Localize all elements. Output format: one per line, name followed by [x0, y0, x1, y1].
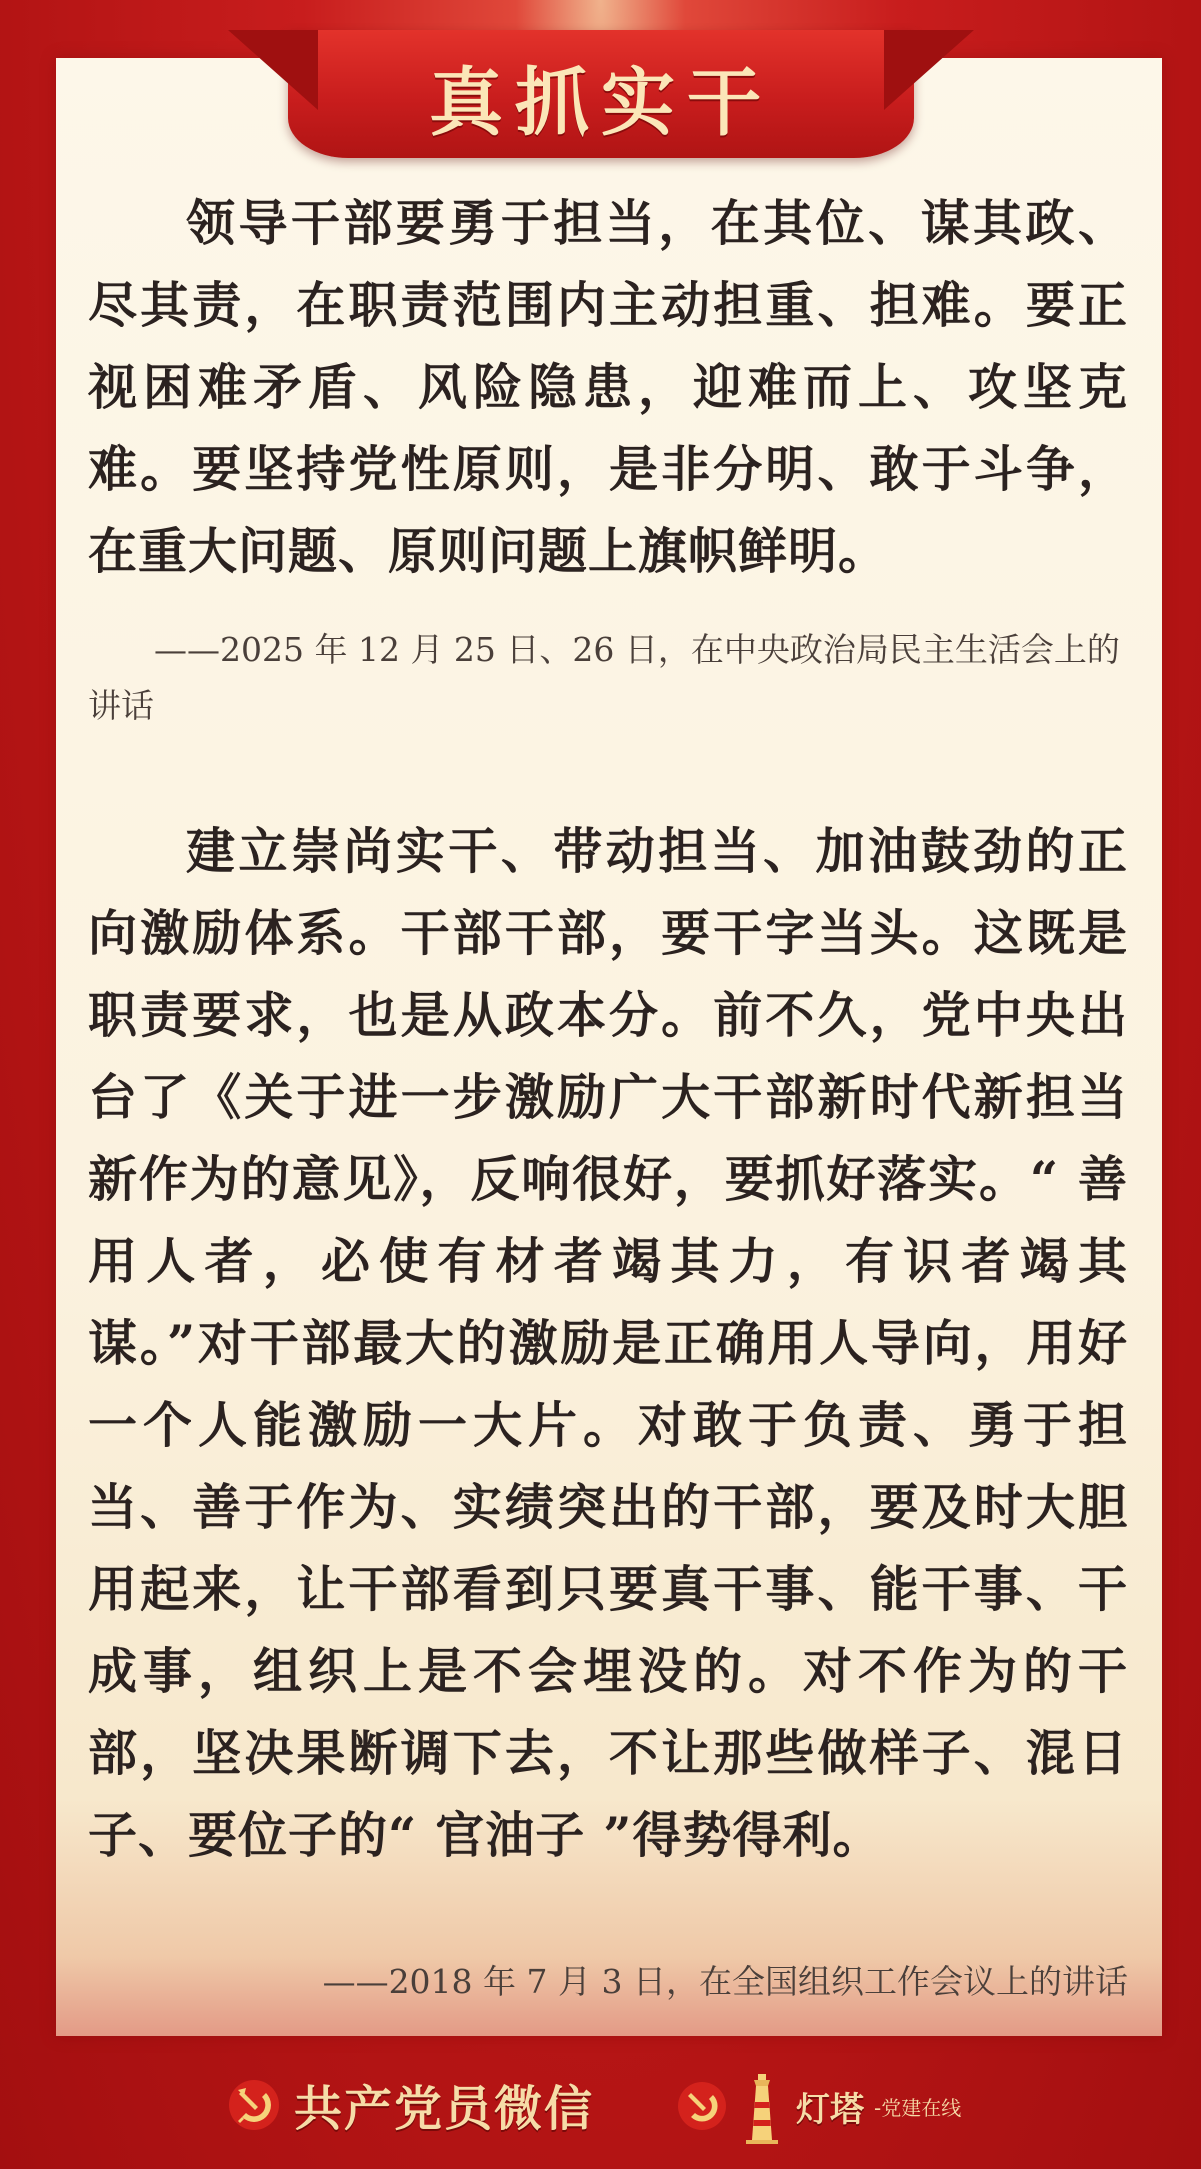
footer-brand-left-text: 共产党员微信: [294, 2081, 595, 2137]
footer: [0, 2040, 1201, 2169]
footer-brand-right-text: 灯塔: [796, 2089, 864, 2130]
lighthouse-icon: [738, 2066, 786, 2146]
footer-brand-left: [228, 2070, 594, 2139]
page-title: 真抓实干: [429, 60, 773, 146]
footer-brand-right: [676, 2066, 961, 2146]
title-banner: [288, 30, 914, 158]
quote-1-source: ——2025 年 12 月 25 日、26 日，在中央政治局民主生活会上的讲话: [88, 630, 1120, 725]
footer-brand-right-subtext: -党建在线: [874, 2095, 962, 2120]
hammer-sickle-small-icon: [676, 2080, 728, 2132]
quote-2-text: 建立崇尚实干、带动担当、加油鼓劲的正向激励体系。干部干部，要干字当头。这既是职责要求，也是从政本分。前不久，党中央出台了《关于进一步激励广大干部新时代新担当新作为的意见》，反响很好，要抓好落实。“ 善用人者，必使有材者竭其力，有识者竭其谋。”对干部最大的激励是正确用人导向，用好一个人能激励一大片。对敢于负责、勇于担当、善于作为、实绩突出的干部，要及时大胆用起来，让干部看到只要真干事、能干事、干成事，组织上是不会埋没的。对不作为的干部，坚决果断调下去，不让那些做样子、混日子、要位子的“ 官油子 ”得势得利。: [88, 822, 1128, 1864]
hammer-sickle-icon: [228, 2079, 280, 2131]
quote-2-source: ——2018 年 7 月 3 日，在全国组织工作会议上的讲话: [322, 1962, 1128, 2001]
quote-1-text: 领导干部要勇于担当，在其位、谋其政、尽其责，在职责范围内主动担重、担难。要正视困难矛盾、风险隐患，迎难而上、攻坚克难。要坚持党性原则，是非分明、敢于斗争，在重大问题、原则问题上旗帜鲜明。: [88, 194, 1128, 580]
